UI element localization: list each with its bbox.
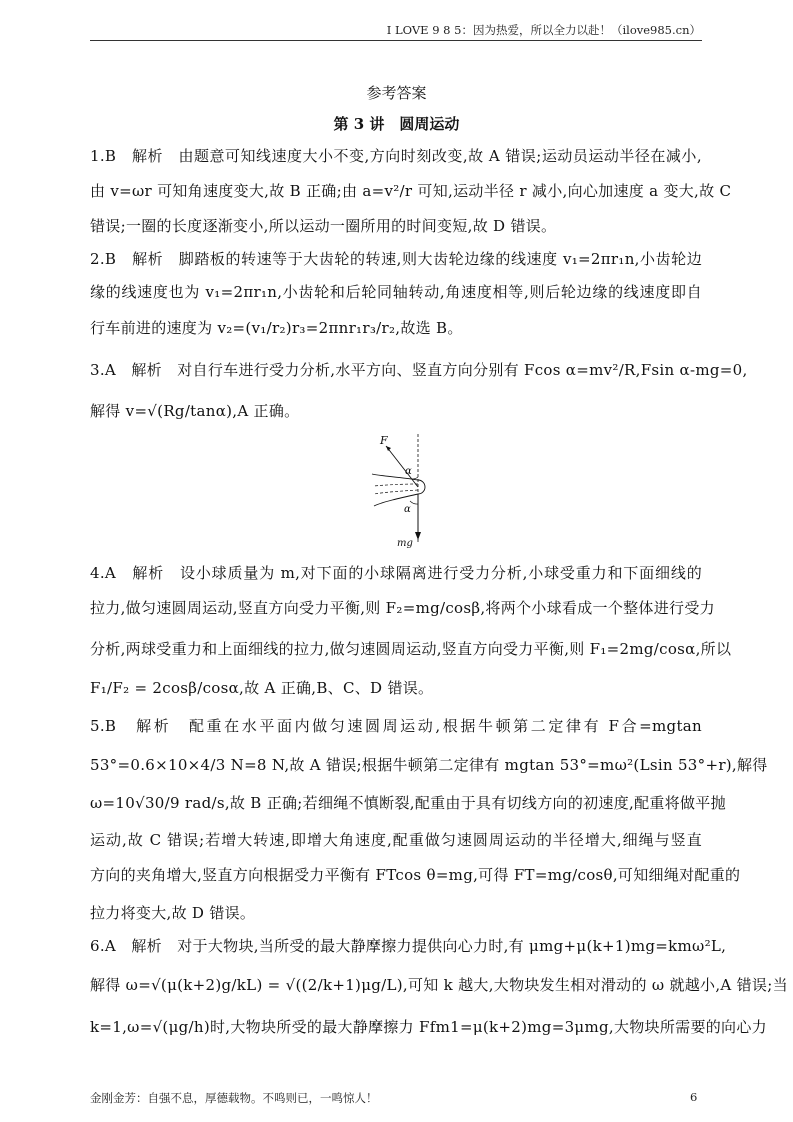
text-line: 拉力将变大,故 D 错误。 — [90, 904, 256, 922]
text-line: 5.B 解析 配重在水平面内做匀速圆周运动,根据牛顿第二定律有 F合=mgtan — [90, 717, 702, 735]
arrow-head — [415, 532, 421, 540]
page-number: 6 — [690, 1090, 698, 1104]
text-line: 1.B 解析 由题意可知线速度大小不变,方向时刻改变,故 A 错误;运动员运动半径在减小, — [90, 147, 702, 165]
text-line: 行车前进的速度为 v₂=(v₁/r₂)r₃=2πnr₁r₃/r₂,故选 B。 — [90, 319, 463, 337]
tire-outline — [374, 484, 418, 486]
text-line: 方向的夹角增大,竖直方向根据受力平衡有 FTcos θ=mg,可得 FT=mg/cosθ,可知细绳对配重的 — [90, 866, 741, 884]
page-footer: 金刚金芳：自强不息，厚德载物。不鸣则已，一鸣惊人！ — [90, 1091, 378, 1105]
text-line: 缘的线速度也为 v₁=2πr₁n,小齿轮和后轮同轴转动,角速度相等,则后轮边缘的线速度即自 — [90, 283, 702, 301]
text-line: 由 v=ωr 可知角速度变大,故 B 正确;由 a=v²/r 可知,运动半径 r 减小,向心加速度 a 变大,故 C — [90, 182, 732, 200]
force-label: F — [380, 434, 388, 447]
gravity-label: mg — [397, 538, 413, 549]
text-line: 4.A 解析 设小球质量为 m,对下面的小球隔离进行受力分析,小球受重力和下面细线的 — [90, 564, 702, 582]
text-line: F₁/F₂ = 2cosβ/cosα,故 A 正确,B、C、D 错误。 — [90, 679, 434, 697]
text-line: 运动,故 C 错误;若增大转速,即增大角速度,配重做匀速圆周运动的半径增大,细绳与竖直 — [90, 831, 702, 849]
text-line: k=1,ω=√(μg/h)时,大物块所受的最大静摩擦力 Ffm1=μ(k+2)mg=3μmg,大物块所需要的向心力 — [90, 1018, 767, 1036]
text-line: 2.B 解析 脚踏板的转速等于大齿轮的转速,则大齿轮边缘的线速度 v₁=2πr₁n,小齿轮边 — [90, 250, 702, 268]
header-rule — [90, 40, 702, 41]
force-diagram — [360, 432, 450, 550]
angle-label: α — [405, 466, 412, 477]
text-line: 3.A 解析 对自行车进行受力分析,水平方向、竖直方向分别有 Fcos α=mv²/R,Fsin α-mg=0, — [90, 361, 748, 379]
angle-arc — [412, 477, 418, 479]
text-line: 解得 v=√(Rg/tanα),A 正确。 — [90, 402, 300, 420]
text-line: 6.A 解析 对于大物块,当所受的最大静摩擦力提供向心力时,有 μmg+μ(k+1)mg=kmω²L, — [90, 937, 727, 955]
page-title: 参考答案 — [366, 84, 427, 102]
text-line: 拉力,做匀速圆周运动,竖直方向受力平衡,则 F₂=mg/cosβ,将两个小球看成一个整体进行受力 — [90, 599, 715, 617]
page-header: I LOVE 9 8 5：因为热爱，所以全力以赴！（ilove985.cn） — [386, 23, 701, 37]
tire-outline — [374, 490, 418, 494]
lecture-subtitle: 第 3 讲 圆周运动 — [333, 115, 460, 133]
text-line: ω=10√30/9 rad/s,故 B 正确;若细绳不慎断裂,配重由于具有切线方向的初速度,配重将做平抛 — [90, 794, 726, 812]
angle-arc — [410, 501, 418, 504]
contact-point — [418, 480, 425, 494]
force-arrow — [386, 446, 418, 487]
tire-outline — [374, 494, 418, 506]
text-line: 53°=0.6×10×4/3 N=8 N,故 A 错误;根据牛顿第二定律有 mgtan 53°=mω²(Lsin 53°+r),解得 — [90, 756, 768, 774]
text-line: 解得 ω=√(μ(k+2)g/kL) = √((2/k+1)μg/L),可知 k 越大,大物块发生相对滑动的 ω 就越小,A 错误;当 — [90, 976, 788, 994]
text-line: 错误;一圈的长度逐渐变小,所以运动一圈所用的时间变短,故 D 错误。 — [90, 217, 557, 235]
text-line: 分析,两球受重力和上面细线的拉力,做匀速圆周运动,竖直方向受力平衡,则 F₁=2mg/cosα,所以 — [90, 640, 732, 658]
angle-label: α — [404, 504, 411, 515]
